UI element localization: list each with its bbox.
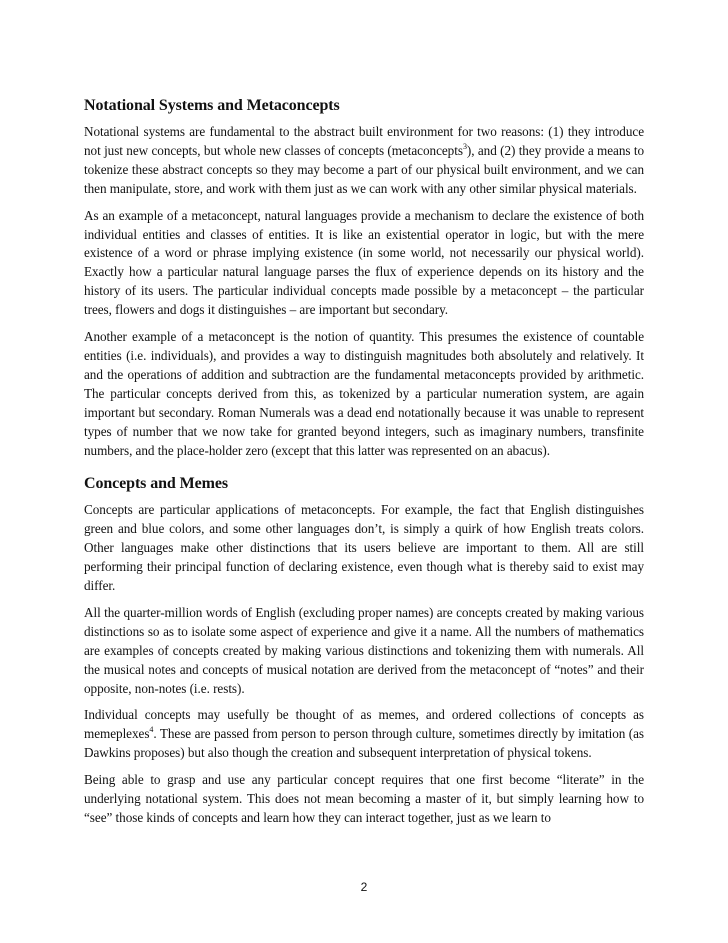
paragraph: Being able to grasp and use any particular concept requires that one first become “literate” in the underlying notational system. This does not mean becoming a master of it, but simply learning how to “see” those kinds of concepts and learn how they can interact together, just as we learn to bbox=[84, 772, 644, 825]
document-page bbox=[84, 96, 644, 836]
section-heading-notational-systems: Notational Systems and Metaconcepts bbox=[84, 97, 340, 114]
paragraph-text: Notational systems are fundamental to the abstract built environment for two reasons: (1) they introduce not just new concepts, but whole new classes of concepts (metaconcepts bbox=[84, 124, 644, 158]
paragraph: Concepts are particular applications of metaconcepts. For example, the fact that English distinguishes green and blue colors, and some other languages don’t, is simply a quirk of how English treats colors. Other languages make other distinctions that its users believe are important to them. All are still performing their principal function of declaring existence, even though what is thereby said to exist may differ. bbox=[84, 502, 644, 594]
paragraph bbox=[84, 123, 644, 199]
paragraph-text: . These are passed from person to person through culture, sometimes directly by imitation (as Dawkins proposes) but also though the creation and subsequent interpretation of physical tokens. bbox=[84, 726, 644, 761]
paragraph: All the quarter-million words of English (excluding proper names) are concepts created by making various distinctions so as to isolate some aspect of experience and give it a name. All the numbers of mathematics are examples of concepts created by making various distinctions and tokenizing them with numerals. All the musical notes and concepts of musical notation are derived from the metaconcept of “notes” and their opposite, non-notes (i.e. rests). bbox=[84, 604, 644, 696]
paragraph-text: Individual concepts may usefully be thought of as memes, and ordered collections of concepts as memeplexes bbox=[84, 707, 644, 742]
paragraph: As an example of a metaconcept, natural languages provide a mechanism to declare the existence of both individual entities and classes of entities. It is like an existential operator in logic, but with the mere existence of a word or phrase implying existence (in some world, not necessarily our physical world). Exactly how a particular natural language parses the flux of experience depends on its history and the history of its users. The particular individual concepts made possible by a metaconcept – the particular trees, flowers and dogs it distinguishes – are important but secondary. bbox=[84, 207, 644, 318]
paragraph-text: ), and (2) they provide a means to tokenize these abstract concepts so they may become a part of our physical built environment, and we can then manipulate, store, and work with them just as we can work with any other similar physical materials. bbox=[84, 142, 645, 196]
paragraph bbox=[84, 706, 644, 763]
paragraph: Another example of a metaconcept is the notion of quantity. This presumes the existence of countable entities (i.e. individuals), and provides a way to distinguish magnitudes both absolutely and relatively. It and the operations of addition and subtraction are the fundamental metaconcepts provided by arithmetic. The particular concepts derived from this, as tokenized by a particular numeration system, are again important but secondary. Roman Numerals was a dead end notationally because it was unable to represent types of number that we now take for granted beyond integers, such as imaginary numbers, transfinite numbers, and the place-holder zero (except that this latter was represented on an abacus). bbox=[84, 329, 644, 458]
page-number: 2 bbox=[360, 880, 368, 894]
footnote-ref[interactable]: 4 bbox=[149, 724, 154, 734]
footnote-ref[interactable]: 3 bbox=[462, 141, 467, 151]
section-heading-concepts-and-memes: Concepts and Memes bbox=[84, 475, 228, 493]
